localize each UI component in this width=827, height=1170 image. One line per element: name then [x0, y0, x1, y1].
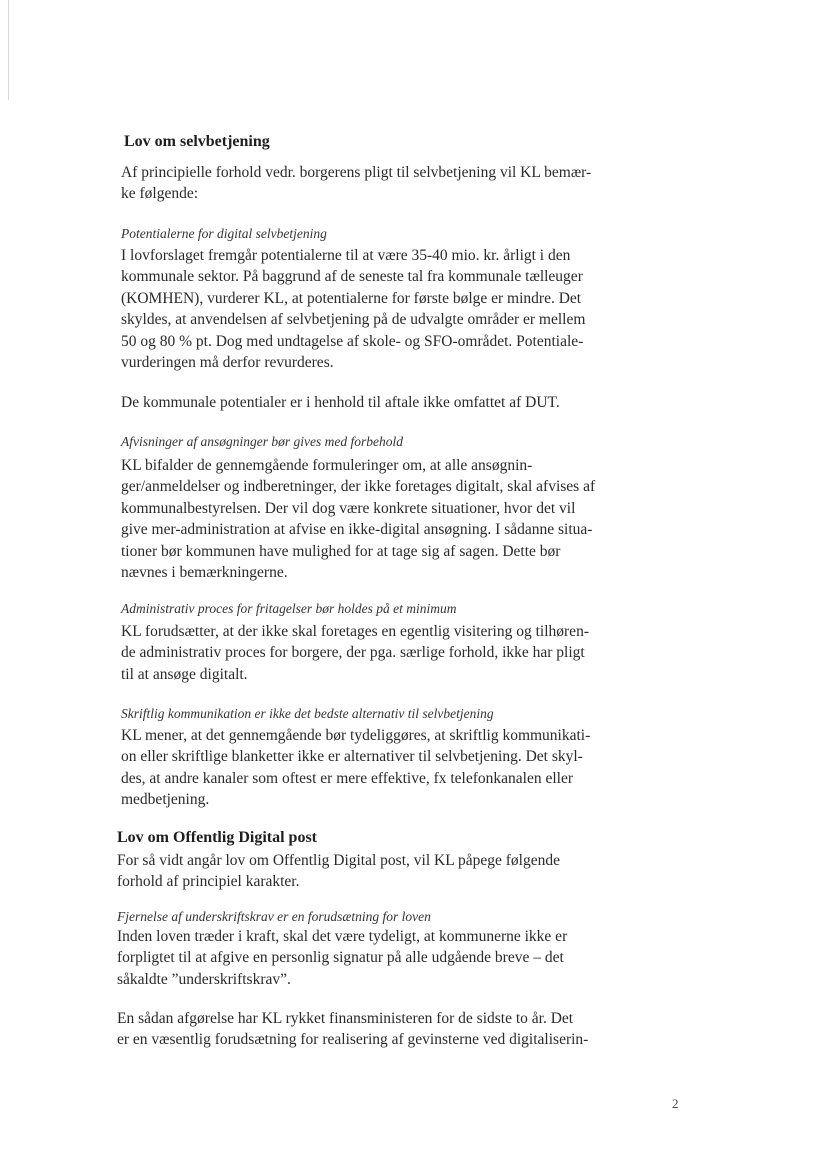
text-line: såkaldte ”underskriftskrav”.	[117, 970, 291, 988]
section-heading-selvbetjening: Lov om selvbetjening	[124, 133, 270, 150]
text-line: tioner bør kommunen have mulighed for at tage sig af sagen. Dette bør	[121, 542, 561, 560]
subheading-administrativ: Administrativ proces for fritagelser bør holdes på et minimum	[121, 601, 457, 616]
text-line: KL bifalder de gennemgående formuleringer om, at alle ansøgnin-	[121, 457, 533, 474]
paragraph-dut	[121, 392, 560, 413]
subheading-potentialer: Potentialerne for digital selvbetjening	[121, 226, 327, 241]
text-line: KL forudsætter, at der ikke skal foretages en egentlig visitering og tilhøren-	[121, 623, 589, 640]
text-line: er en væsentlig forudsætning for realisering af gevinsterne ved digitaliserin-	[117, 1031, 589, 1049]
text-line: ke følgende:	[121, 185, 199, 203]
text-line: give mer-administration at afvise en ikke-digital ansøgning. I sådanne situa-	[121, 521, 593, 539]
section-heading-digital-post: Lov om Offentlig Digital post	[117, 829, 317, 846]
text-line: de administrativ proces for borgere, der pga. særlige forhold, ikke har pligt	[121, 644, 585, 662]
text-line: Inden loven træder i kraft, skal det være tydeligt, at kommunerne ikke er	[117, 928, 568, 945]
text-line: kommunalbestyrelsen. Der vil dog være konkrete situationer, hvor det vil	[121, 499, 576, 517]
paragraph-afvisninger	[121, 455, 595, 583]
text-line: En sådan afgørelse har KL rykket finansministeren for de sidste to år. Det	[117, 1010, 574, 1027]
text-line: For så vidt angår lov om Offentlig Digital post, vil KL påpege følgende	[117, 852, 560, 869]
text-line: Af principielle forhold vedr. borgerens pligt til selvbetjening vil KL bemær-	[121, 164, 592, 181]
paragraph-potentialer	[121, 245, 585, 373]
text-line: De kommunale potentialer er i henhold til aftale ikke omfattet af DUT.	[121, 394, 560, 411]
text-line: til at ansøge digitalt.	[121, 665, 248, 683]
paragraph-afgoerelse	[117, 1008, 588, 1051]
text-line: ger/anmeldelser og indberetninger, der ikke foretages digitalt, skal afvises af	[121, 478, 596, 496]
subheading-afvisninger: Afvisninger af ansøgninger bør gives med forbehold	[121, 434, 403, 449]
text-line: skyldes, at anvendelsen af selvbetjening på de udvalgte områder er mellem	[121, 311, 586, 329]
paragraph-underskriftskrav	[117, 926, 567, 990]
text-line: on eller skriftlige blanketter ikke er alternativer til selvbetjening. Det skyl-	[121, 748, 583, 766]
text-line: des, at andre kanaler som oftest er mere effektive, fx telefonkanalen eller	[121, 769, 574, 787]
text-line: KL mener, at det gennemgående bør tydeliggøres, at skriftlig kommunikati-	[121, 727, 591, 744]
paragraph-skriftlig	[121, 725, 590, 811]
text-line: 50 og 80 % pt. Dog med undtagelse af skole- og SFO-området. Potentiale-	[121, 332, 584, 350]
text-line: forhold af principiel karakter.	[117, 873, 300, 891]
text-line: forpligtet til at afgive en personlig signatur på alle udgående breve – det	[117, 949, 564, 967]
text-line: medbetjening.	[121, 791, 210, 809]
text-line: nævnes i bemærkningerne.	[121, 563, 288, 581]
text-line: (KOMHEN), vurderer KL, at potentialerne for første bølge er mindre. Det	[121, 289, 582, 307]
text-line: kommunale sektor. På baggrund af de seneste tal fra kommunale tælleuger	[121, 268, 583, 286]
text-line: vurderingen må derfor revurderes.	[121, 353, 334, 371]
paragraph-intro	[121, 162, 591, 205]
page-number: 2	[672, 1096, 679, 1111]
paragraph-digital-post	[117, 850, 560, 893]
text-line: I lovforslaget fremgår potentialerne til at være 35-40 mio. kr. årligt i den	[121, 247, 571, 264]
paragraph-administrativ	[121, 621, 589, 685]
subheading-underskriftskrav: Fjernelse af underskriftskrav er en forudsætning for loven	[117, 909, 431, 924]
subheading-skriftlig: Skriftlig kommunikation er ikke det bedste alternativ til selvbetjening	[121, 706, 494, 721]
